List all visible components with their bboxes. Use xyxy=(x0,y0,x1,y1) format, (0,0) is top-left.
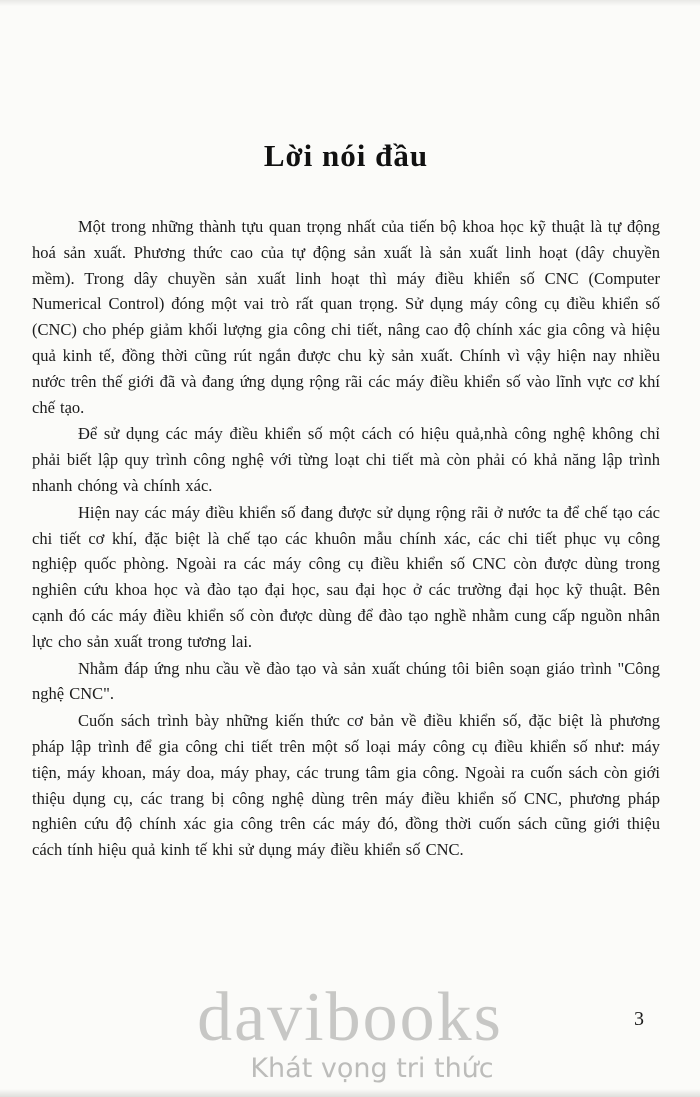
preface-body xyxy=(32,214,660,863)
watermark-logo: davibooks xyxy=(197,978,503,1056)
paragraph-2: Để sử dụng các máy điều khiển số một cách có hiệu quả,nhà công nghệ không chỉ phải biết lập quy trình công nghệ với từng loạt chi tiết mà còn phải có khả năng lập trình nhanh chóng và chính xác. xyxy=(32,424,660,495)
page-title: Lời nói đầu xyxy=(263,138,429,173)
paragraph-3: Hiện nay các máy điều khiển số đang được sử dụng rộng rãi ở nước ta để chế tạo các chi tiết cơ khí, đặc biệt là chế tạo các khuôn mẫu chính xác, các chi tiết phục vụ công nghiệp quốc phòng. Ngoài ra các máy công cụ điều khiển số CNC còn được dùng trong nghiên cứu khoa học và đào tạo đại học, sau đại học ở các trường đại học kỹ thuật. Bên cạnh đó các máy điều khiển số còn được dùng để đào tạo nghề nhằm cung cấp nguồn nhân lực cho sản xuất trong tương lai. xyxy=(32,502,660,651)
paragraph-5: Cuốn sách trình bày những kiến thức cơ bản về điều khiển số, đặc biệt là phương pháp lập trình để gia công chi tiết trên một số loại máy công cụ điều khiển số như: máy tiện, máy khoan, máy doa, máy phay, các trung tâm gia công. Ngoài ra cuốn sách còn giới thiệu dụng cụ, các trang bị công nghệ dùng trên máy điều khiển số CNC, phương pháp nghiên cứu độ chính xác gia công trên các máy đó, đồng thời cuốn sách cũng giới thiệu cách tính hiệu quả kinh tế khi sử dụng máy điều khiển số CNC. xyxy=(32,711,660,860)
page-number: 3 xyxy=(634,1008,644,1030)
scan-edge-bottom xyxy=(0,1089,700,1097)
paragraph-1: Một trong những thành tựu quan trọng nhất của tiến bộ khoa học kỹ thuật là tự động hoá sản xuất. Phương thức cao của tự động sản xuất là sản xuất linh hoạt (dây chuyền mềm). Trong dây chuyền sản xuất linh hoạt thì máy điều khiển số CNC (Computer Numerical Control) đóng một vai trò rất quan trọng. Sử dụng máy công cụ điều khiển số (CNC) cho phép giảm khối lượng gia công chi tiết, nâng cao độ chính xác gia công và hiệu quả kinh tế, đồng thời cũng rút ngắn được chu kỳ sản xuất. Chính vì vậy hiện nay nhiều nước trên thế giới đã và đang ứng dụng rộng rãi các máy điều khiển số vào lĩnh vực cơ khí chế tạo. xyxy=(32,217,660,417)
paragraph-4: Nhằm đáp ứng nhu cầu về đào tạo và sản xuất chúng tôi biên soạn giáo trình "Công nghệ CNC". xyxy=(32,658,660,704)
watermark-slogan: Khát vọng tri thức xyxy=(250,1052,494,1084)
